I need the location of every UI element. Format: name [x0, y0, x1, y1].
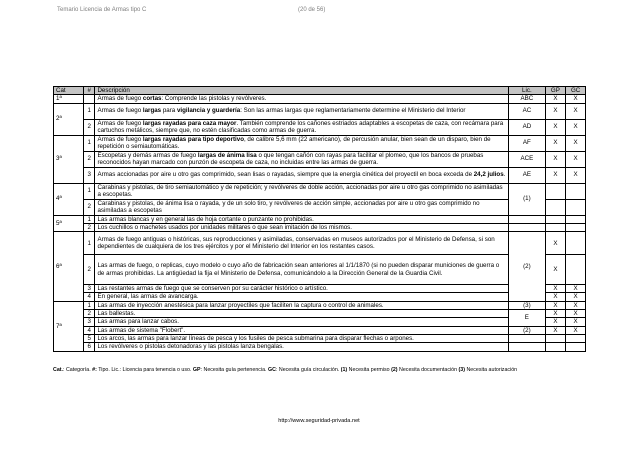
description-cell: Armas de fuego cortas: Comprende las pistolas y revólveres.: [95, 95, 509, 103]
description-cell: Armas de fuego largas rayadas para tipo deportivo, de calibre 5,6 mm (22 americano), de percusión anular, bien sean de un disparo, bien de repetición o semiautomáticas.: [95, 135, 509, 151]
document-title: Temario Licencia de Armas tipo C: [57, 7, 147, 13]
table-row: [54, 215, 586, 223]
description-cell: Carabinas y pistolas, de ánima lisa o rayada, y de un solo tiro, y revólveres de acción simple, accionadas por aire u otro gas comprimido no asimiladas a escopetas: [95, 199, 509, 215]
gc-cell: X: [566, 119, 586, 135]
footer-url: http://www.seguridad-privada.net: [278, 418, 360, 424]
page-number: (20 de 56): [298, 7, 326, 13]
lic-cell: ACE: [509, 151, 545, 167]
gc-cell: [566, 343, 586, 351]
lic-cell: AE: [509, 167, 545, 183]
gc-cell: [566, 334, 586, 342]
table-row: [54, 167, 586, 183]
col-header-gc: GC: [566, 87, 586, 95]
lic-cell: [509, 334, 545, 342]
gc-cell: X: [566, 95, 586, 103]
table-row: [54, 232, 586, 255]
col-header-cat: Cat: [54, 87, 84, 95]
description-cell: Escopetas y demás armas de fuego largas de ánima lisa o que tengan cañón con rayas para facilitar el plomeo, que los bancos de pruebas reconocidos hayan marcado con punzón de escopeta de caza, no incluidas entre las armas de guerra.: [95, 151, 509, 167]
cat-cell: 5ª: [54, 215, 84, 232]
col-header-lic: Lic.: [509, 87, 545, 95]
description-cell: Carabinas y pistolas, de tiro semiautomático y de repetición; y revólveres de doble acción, accionadas por aire u otro gas comprimido no asimiladas a escopetas.: [95, 183, 509, 199]
gc-cell: X: [566, 318, 586, 326]
type-cell: 1: [84, 103, 95, 119]
gc-cell: X: [566, 285, 586, 293]
type-cell: 1: [84, 232, 95, 255]
type-cell: 2: [84, 310, 95, 318]
gp-cell: [545, 334, 566, 342]
lic-cell: (1): [509, 183, 545, 215]
table-legend-footnote: Cat.: Categoría. #: Tipo. Lic.: Licencia para tenencia o uso. GP: Necesita guía pertenencia. GC: Necesita guía circulación. (1) Necesita permiso (2) Necesita documentación (3) Necesita autorización: [53, 367, 518, 373]
gc-cell: [566, 255, 586, 285]
table-row: [54, 183, 586, 199]
type-cell: 1: [84, 183, 95, 199]
lic-cell: (2): [509, 326, 545, 334]
gp-cell: X: [545, 310, 566, 318]
lic-cell: [509, 223, 545, 231]
gc-cell: X: [566, 326, 586, 334]
gp-cell: X: [545, 135, 566, 151]
table-row: [54, 151, 586, 167]
col-header-gp: GP: [545, 87, 566, 95]
type-cell: 3: [84, 167, 95, 183]
gp-cell: X: [545, 232, 566, 255]
lic-cell: AF: [509, 135, 545, 151]
gc-cell: X: [566, 103, 586, 119]
description-cell: Las restantes armas de fuego que se conserven por su carácter histórico o artístico.: [95, 285, 509, 293]
gp-cell: X: [545, 151, 566, 167]
weapons-category-table: [53, 86, 586, 352]
description-cell: Armas accionadas por aire u otro gas comprimido, sean lisas o rayadas, siempre que la energía cinética del proyectil en boca exceda de 24,2 julios.: [95, 167, 509, 183]
gc-cell: [566, 215, 586, 223]
gp-cell: [545, 343, 566, 351]
type-cell: 5: [84, 334, 95, 342]
type-cell: 1: [84, 215, 95, 223]
type-cell: [84, 95, 95, 103]
table-row: [54, 343, 586, 351]
description-cell: Las armas de inyección anestésica para lanzar proyectiles que faciliten la captura o control de animales.: [95, 301, 509, 309]
gp-cell: X: [545, 167, 566, 183]
lic-cell: (3): [509, 301, 545, 309]
description-cell: Las ballestas.: [95, 310, 509, 318]
type-cell: 2: [84, 223, 95, 231]
type-cell: 2: [84, 151, 95, 167]
cat-cell: 3ª: [54, 135, 84, 183]
cat-cell: 7ª: [54, 301, 84, 351]
description-cell: Las armas blancas y en general las de hoja cortante o punzante no prohibidas.: [95, 215, 509, 223]
description-cell: En general, las armas de avancarga.: [95, 293, 509, 301]
description-cell: Armas de fuego largas para vigilancia y guardería: Son las armas largas que reglamentariamente determine el Ministerio del Interior: [95, 103, 509, 119]
gp-cell: X: [545, 318, 566, 326]
table-row: [54, 95, 586, 103]
gp-cell: X: [545, 255, 566, 285]
lic-cell: AC: [509, 103, 545, 119]
gc-cell: [566, 199, 586, 215]
table-row: [54, 223, 586, 231]
gp-cell: X: [545, 301, 566, 309]
table-row: [54, 318, 586, 326]
lic-cell: [509, 343, 545, 351]
gp-cell: X: [545, 95, 566, 103]
type-cell: 2: [84, 119, 95, 135]
description-cell: Los revólveres o pistolas detonadoras y las pistolas lanza bengalas.: [95, 343, 509, 351]
gp-cell: X: [545, 119, 566, 135]
type-cell: 3: [84, 318, 95, 326]
lic-cell: (2): [509, 232, 545, 302]
description-cell: Armas de fuego antiguas o históricas, sus reproducciones y asimiladas, conservadas en museos autorizados por el Ministerio de Defensa, si son dependientes de cualquiera de los tres ejércitos y por el Ministerio del Interior en los restantes casos.: [95, 232, 509, 255]
cat-cell: 1ª: [54, 95, 84, 103]
gc-cell: X: [566, 310, 586, 318]
gp-cell: X: [545, 103, 566, 119]
type-cell: 6: [84, 343, 95, 351]
gc-cell: [566, 223, 586, 231]
cat-cell: 2ª: [54, 103, 84, 135]
type-cell: 2: [84, 199, 95, 215]
gp-cell: [545, 215, 566, 223]
table-header-row: [54, 87, 586, 95]
description-cell: Los arcos, las armas para lanzar líneas de pesca y los fusiles de pesca submarina para disparar flechas o arpones.: [95, 334, 509, 342]
gc-cell: X: [566, 293, 586, 301]
gp-cell: X: [545, 293, 566, 301]
table-row: [54, 135, 586, 151]
table-row: [54, 293, 586, 301]
cat-cell: 6ª: [54, 232, 84, 302]
type-cell: 4: [84, 326, 95, 334]
gc-cell: X: [566, 301, 586, 309]
table-row: [54, 103, 586, 119]
description-cell: Armas de fuego largas rayadas para caza mayor. También comprende los cañones estriados adaptables a escopetas de caza, con recámara para cartuchos metálicos, siempre que, no estén clasificadas como armas de guerra.: [95, 119, 509, 135]
type-cell: 4: [84, 293, 95, 301]
col-header-description: Descripción: [95, 87, 509, 95]
table-row: [54, 310, 586, 318]
description-cell: Las armas para lanzar cabos.: [95, 318, 509, 326]
lic-cell: ABC: [509, 95, 545, 103]
lic-cell: AD: [509, 119, 545, 135]
table-row: [54, 326, 586, 334]
page-header: [0, 7, 638, 19]
description-cell: Las armas de fuego, o replicas, cuyo modelo o cuyo año de fabricación sean anteriores al 1/1/1870 (si no pueden disparar municiones de guerra o de armas prohibidas. La antigüedad la fija el Ministerio de Defensa, comunicándolo a la Dirección General de la Guardia Civil.: [95, 255, 509, 285]
lic-cell: [509, 215, 545, 223]
table-row: [54, 285, 586, 293]
gp-cell: [545, 183, 566, 199]
cat-cell: 4ª: [54, 183, 84, 215]
description-cell: Las armas de sistema "Flobert".: [95, 326, 509, 334]
gp-cell: X: [545, 285, 566, 293]
type-cell: 1: [84, 135, 95, 151]
gc-cell: X: [566, 135, 586, 151]
gc-cell: X: [566, 151, 586, 167]
gp-cell: X: [545, 326, 566, 334]
lic-cell: E: [509, 310, 545, 327]
gp-cell: [545, 223, 566, 231]
table-row: [54, 301, 586, 309]
table-row: [54, 199, 586, 215]
description-cell: Los cuchillos o machetes usados por unidades militares o que sean imitación de los mismos.: [95, 223, 509, 231]
gc-cell: X: [566, 167, 586, 183]
gc-cell: [566, 232, 586, 255]
type-cell: 2: [84, 255, 95, 285]
type-cell: 1: [84, 301, 95, 309]
gp-cell: [545, 199, 566, 215]
table-row: [54, 119, 586, 135]
type-cell: 3: [84, 285, 95, 293]
table-row: [54, 255, 586, 285]
table-row: [54, 334, 586, 342]
col-header-type: #: [84, 87, 95, 95]
gc-cell: [566, 183, 586, 199]
